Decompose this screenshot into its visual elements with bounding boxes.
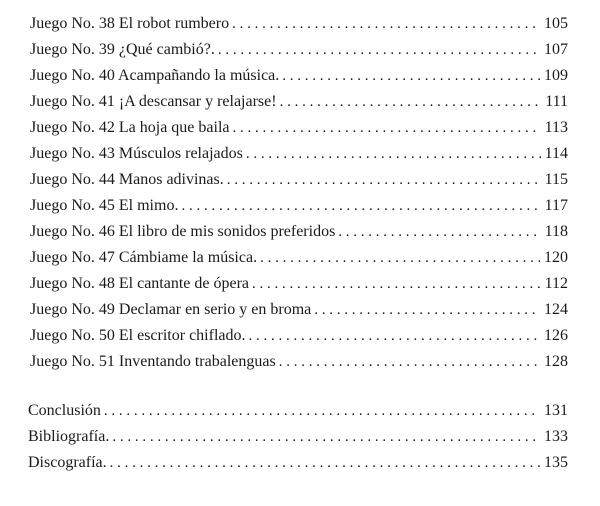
dot-leader xyxy=(112,427,540,447)
entry-page-number: 105 xyxy=(544,15,568,32)
entry-title: Juego No. 46 El libro de mis sonidos preferidos xyxy=(30,223,336,240)
dot-leader xyxy=(227,170,541,190)
dot-leader xyxy=(249,326,541,346)
toc-entry xyxy=(30,170,568,190)
dot-leader xyxy=(314,300,540,320)
toc-entry xyxy=(30,144,568,164)
entry-page-number: 124 xyxy=(544,301,568,318)
dot-leader xyxy=(110,453,540,473)
dot-leader xyxy=(181,196,540,216)
entry-page-number: 120 xyxy=(544,249,568,266)
toc-entry xyxy=(30,222,568,242)
entry-title: Juego No. 50 El escritor chiflado. xyxy=(30,327,246,344)
dot-leader xyxy=(260,248,540,268)
dot-leader xyxy=(252,274,541,294)
entry-page-number: 114 xyxy=(544,145,568,162)
entry-title: Bibliografía. xyxy=(28,428,110,445)
entry-title: Juego No. 48 El cantante de ópera xyxy=(30,275,250,292)
entry-title: Juego No. 49 Declamar en serio y en broma xyxy=(30,301,312,318)
entry-page-number: 107 xyxy=(544,41,568,58)
entry-page-number: 113 xyxy=(544,119,568,136)
toc-entry-discography xyxy=(28,453,568,473)
entry-page-number: 126 xyxy=(544,327,568,344)
toc-entry xyxy=(30,66,568,86)
entry-page-number: 135 xyxy=(544,454,568,471)
entry-title: Juego No. 44 Manos adivinas. xyxy=(30,171,224,188)
entry-title: Juego No. 45 El mimo. xyxy=(30,197,179,214)
toc-entry-bibliography xyxy=(28,427,568,447)
toc-entry-conclusion xyxy=(28,401,568,421)
entry-title: Juego No. 38 El robot rumbero xyxy=(30,15,230,32)
entry-title: Juego No. 43 Músculos relajados xyxy=(30,145,243,162)
entry-title: Juego No. 42 La hoja que baila xyxy=(30,119,230,136)
toc-entry xyxy=(30,14,568,34)
toc-entry xyxy=(30,326,568,346)
toc-entry xyxy=(30,92,568,112)
dot-leader xyxy=(246,144,541,164)
entry-page-number: 117 xyxy=(544,197,568,214)
entry-page-number: 115 xyxy=(544,171,568,188)
entry-title: Juego No. 51 Inventando trabalenguas xyxy=(30,353,276,370)
entry-title: Juego No. 47 Cámbiame la música. xyxy=(30,249,258,266)
entry-title: Discografía. xyxy=(28,454,107,471)
entry-title: Juego No. 41 ¡A descansar y relajarse! xyxy=(30,93,277,110)
dot-leader xyxy=(218,40,540,60)
entry-title: Juego No. 40 Acampañando la música. xyxy=(30,67,280,84)
toc-entry xyxy=(30,274,568,294)
dot-leader xyxy=(279,352,540,372)
entry-page-number: 111 xyxy=(545,93,568,110)
entry-page-number: 128 xyxy=(544,353,568,370)
toc-entry xyxy=(30,40,568,60)
toc-entry xyxy=(30,352,568,372)
dot-leader xyxy=(232,14,540,34)
entry-page-number: 109 xyxy=(544,67,568,84)
entry-title: Juego No. 39 ¿Qué cambió?. xyxy=(30,41,215,58)
dot-leader xyxy=(338,222,540,242)
entry-page-number: 118 xyxy=(544,223,568,240)
entry-page-number: 112 xyxy=(544,275,568,292)
toc-entry xyxy=(30,118,568,138)
dot-leader xyxy=(280,92,542,112)
entry-page-number: 133 xyxy=(544,428,568,445)
toc-entry xyxy=(30,248,568,268)
dot-leader xyxy=(104,401,540,421)
dot-leader xyxy=(282,66,540,86)
entry-title: Conclusión xyxy=(28,402,101,419)
entry-page-number: 131 xyxy=(544,402,568,419)
toc-entry xyxy=(30,300,568,320)
dot-leader xyxy=(233,118,541,138)
toc-entry xyxy=(30,196,568,216)
